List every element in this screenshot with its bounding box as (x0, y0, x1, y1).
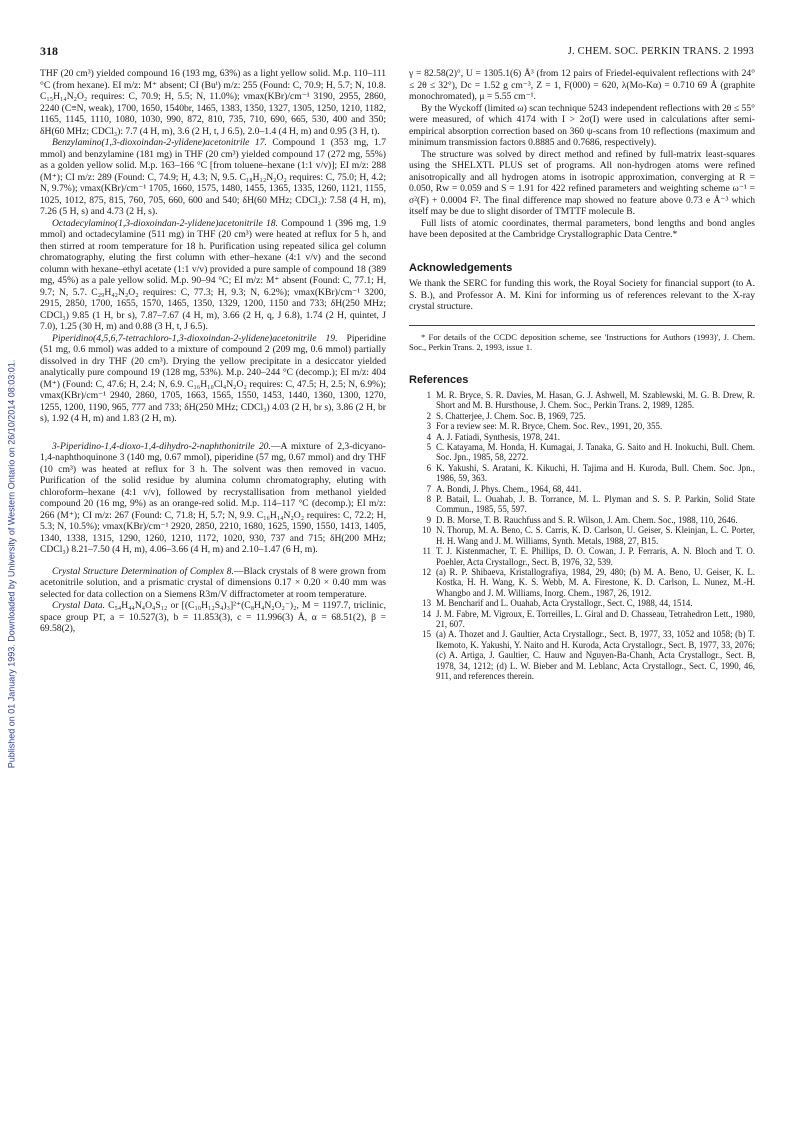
reference-text: T. J. Kistenmacher, T. E. Phillips, D. O. Cowan, J. P. Ferraris, A. N. Bloch and T. O. Poehler, Acta Crystallogr., Sect. B, 1976, 32, 539. (436, 546, 755, 567)
paragraph-cell-parameters: γ = 82.58(2)°, U = 1305.1(6) Å³ (from 12 pairs of Friedel-equivalent reflections with 24° ≤ 2θ ≤ 32°), Dc = 1.52 g cm⁻³, Z = 1, F(000) = 620, λ(Mo-Kα) = 0.710 69 Å (graphite monochromated), μ = 5.55 cm⁻¹. (409, 68, 755, 102)
reference-item (409, 515, 755, 525)
acknowledgements-text: We thank the SERC for funding this work, the Royal Society for financial support (to A. S. B.), and Professor A. M. Kini for informing us of references relevant to the X-ray crystal structure. (409, 278, 755, 312)
reference-number: 3 (426, 421, 431, 432)
reference-text: M. R. Bryce, S. R. Davies, M. Hasan, G. J. Ashwell, M. Szablewski, M. G. B. Drew, R. Short and M. B. Hursthouse, J. Chem. Soc., Perkin Trans. 2, 1989, 1285. (436, 390, 755, 411)
reference-item (409, 494, 755, 515)
compound-20-body: —A mixture of 2,3-dicyano-1,4-naphthoquinone 3 (140 mg, 0.67 mmol), piperidine (57 mg, 0.67 mmol) and dry THF (10 cm³) was heated at reflux for 3 h. The solvent was then removed in vacuo. Purification of the solid residue by alumina column chromatography, eluting with chloroform–hexane (4:1 v/v), followed by recrystallisation from methanol yielded compound 20 (16 mg, 9%) as an orange-red solid. M.p. 114–117 °C (decomp.); EI m/z: 266 (M⁺); CI m/z: 267 (Found: C, 71.8; H, 5.7; N, 9.9. C₁₆H₁₄N₂O₂ requires: C, 72.2; H, 5.3; N, 10.5%); νmax(KBr)/cm⁻¹ 2920, 2850, 2210, 1680, 1625, 1590, 1550, 1413, 1405, 1340, 1338, 1315, 1290, 1260, 1210, 1172, 1020, 930, 737 and 715; δH(200 MHz; CDCl₃) 8.21–7.50 (4 H, m), 4.06–3.66 (4 H, m) and 2.10–1.47 (6 H, m). (40, 440, 386, 555)
reference-text: D. B. Morse, T. B. Rauchfuss and S. R. Wilson, J. Am. Chem. Soc., 1988, 110, 2646. (436, 514, 738, 525)
reference-text: K. Yakushi, S. Aratani, K. Kikuchi, H. Tajima and H. Kuroda, Bull. Chem. Soc. Jpn., 1986, 59, 363. (436, 462, 755, 484)
reference-text: For a review see: M. R. Bryce, Chem. Soc. Rev., 1991, 20, 355. (436, 421, 663, 432)
reference-number: 9 (426, 514, 431, 525)
reference-item (409, 598, 755, 608)
page-number: 318 (40, 44, 58, 58)
references-list (409, 390, 755, 681)
references-heading: References (409, 373, 469, 386)
reference-number: 2 (426, 410, 431, 421)
reference-text: N. Thorup, M. A. Beno, C. S. Carris, K. D. Carlson, U. Geiser, S. Kleinjan, L. C. Porter, H. H. Wang and J. M. Williams, Synth. Metals, 1988, 27, B15. (436, 525, 755, 546)
crystal-data-title: Crystal Data. (52, 600, 105, 611)
crystal-data-body: C₅₄H₄₄N₄O₄S₁₂ or [(C₁₀H₁₂S₄)₃]²⁺(C₈H₄N₂O₂⁻)₂, M = 1197.7, triclinic, space group P1̄, a = 10.527(3), b = 11.853(3), c = 11.996(3) Å, α = 68.51(2), β = 69.58(2), (40, 600, 386, 634)
compound-17-title: Benzylamino(1,3-dioxoindan-2-ylidene)acetonitrile 17. (52, 137, 267, 148)
reference-text: M. Bencharif and L. Ouahab, Acta Crystallogr., Sect. C, 1988, 44, 1514. (436, 598, 693, 609)
reference-number: 13 (422, 598, 431, 609)
compound-18-title: Octadecylamino(1,3-dioxoindan-2-ylidene)acetonitrile 18. (52, 217, 278, 229)
reference-item (409, 390, 755, 411)
paragraph-compound-19 (40, 333, 386, 425)
compound-19-title: Piperidino(4,5,6,7-tetrachloro-1,3-dioxoindan-2-ylidene)acetonitrile 19. (52, 332, 338, 344)
ccdc-footnote: * For details of the CCDC deposition scheme, see 'Instructions for Authors (1993)', J. Chem. Soc., Perkin Trans. 2, 1993, issue 1. (409, 331, 755, 352)
paragraph-compound-20 (40, 441, 386, 556)
reference-item (409, 629, 755, 681)
crystal-structure-title: Crystal Structure Determination of Complex 8. (52, 565, 234, 577)
reference-text: (a) A. Thozet and J. Gaultier, Acta Crystallogr., Sect. B, 1977, 33, 1052 and 1058; (b) T. Ikemoto, K. Yakushi, Y. Naito and H. Kuroda, Acta Crystallogr., Sect. B, 1977, 33, 2076; (c) A. Artiga, J. Gaultier, C. Hauw and Nguyen-Ba-Chanh, Acta Crystallogr., Sect. B, 1978, 34, 1212; (d) L. W. Bieber and M. Leblanc, Acta Crystallogr., Sect. C, 1990, 46, 911, and references therein. (436, 629, 755, 681)
reference-number: 12 (422, 566, 431, 577)
download-watermark-text: Published on 01 January 1993. Downloaded by University of Western Ontario on 26/10/2014 08:03:01. (6, 359, 17, 769)
reference-item (409, 609, 755, 630)
right-column (409, 68, 755, 681)
paragraph-compound-17 (40, 137, 386, 218)
compound-19-body: Piperidine (51 mg, 0.6 mmol) was added to a mixture of compound 2 (209 mg, 0.6 mmol) partially dissolved in dry THF (20 cm³). Drying the yellow precipitate in a desiccator yielded analytically pure compound 19 (128 mg, 53%). M.p. 240–244 °C (decomp.); EI m/z: 404 (M⁺) (Found: C, 47.6; H, 2.4; N, 6.9. C₁₆H₁₀Cl₄N₂O₂ requires: C, 47.5; H, 2.5; N, 6.9%); νmax(KBr)/cm⁻¹ 2940, 2860, 1705, 1663, 1565, 1550, 1453, 1440, 1360, 1300, 1270, 1255, 1200, 1190, 965, 777 and 733; δH(250 MHz; CDCl₃) 4.03 (2 H, br s), 3.86 (2 H, br s), 1.92 (4 H, m) and 1.83 (2 H, m). (40, 332, 386, 424)
reference-text: A. J. Fatiadi, Synthesis, 1978, 241. (436, 431, 561, 442)
acknowledgements-heading: Acknowledgements (409, 261, 513, 274)
reference-text: P. Batail, L. Ouahab, J. B. Torrance, M. L. Plyman and S. S. P. Parkin, Solid State Commun., 1985, 55, 597. (436, 494, 755, 515)
reference-item (409, 421, 755, 431)
reference-number: 10 (422, 525, 431, 536)
paragraph-data-collection: By the Wyckoff (limited ω) scan technique 5243 independent reflections with 2θ ≤ 55° were measured, of which 4174 with I > 2σ(I) were used in calculations after semi-empirical absorption correction based on 360 ψ-scans from 10 reflections (maximum and minimum transmission factors 0.8885 and 0.7686, respectively). (409, 102, 755, 148)
paragraph-crystal-data (40, 600, 386, 635)
reference-text: A. Bondi, J. Phys. Chem., 1964, 68, 441. (436, 483, 582, 494)
reference-number: 15 (422, 629, 431, 640)
reference-item (409, 567, 755, 598)
download-watermark (4, 0, 18, 1128)
reference-item (409, 442, 755, 463)
reference-item (409, 484, 755, 494)
reference-text: S. Chatterjee, J. Chem. Soc. B, 1969, 725. (436, 410, 586, 421)
crystal-structure-body: —Black crystals of 8 were grown from acetonitrile solution, and a prismatic crystal of dimensions 0.17 × 0.20 × 0.40 mm was selected for data collection on a Siemens R3m/V diffractometer at room temperature. (40, 565, 386, 600)
reference-item (409, 411, 755, 421)
compound-20-title: 3-Piperidino-1,4-dioxo-1,4-dihydro-2-naphthonitrile 20. (52, 440, 271, 452)
left-column (40, 68, 386, 635)
reference-number: 8 (426, 494, 431, 505)
reference-number: 4 (426, 431, 431, 442)
reference-number: 7 (426, 483, 431, 494)
reference-number: 6 (426, 462, 431, 473)
paragraph-refinement: The structure was solved by direct method and refined by full-matrix least-squares using the SHELXTL PLUS set of programs. All non-hydrogen atoms were refined anisotropically and all hydrogen atoms in isotropic approximation, converging at R = 0.050, Rw = 0.059 and S = 1.91 for 422 refined parameters and weighting scheme ω⁻¹ = σ²(F) + 0.0004 F². The final difference map showed no feature above 0.73 e Å⁻³ which itself may be due to slight disorder of TMTTF molecule B. (409, 148, 755, 217)
paragraph-compound-16: THF (20 cm³) yielded compound 16 (193 mg, 63%) as a light yellow solid. M.p. 110–111 °C (from hexane). EI m/z: M⁺ absent; CI (Buⁱ) m/z: 255 (Found: C, 70.9; H, 5.7; N, 10.8. C₁₅H₁₄N₂O₂ requires: C, 70.9; H, 5.5; N, 11.0%); νmax(KBr)/cm⁻¹ 3190, 2955, 2860, 2240 (C≡N, weak), 1700, 1650, 1540br, 1465, 1383, 1350, 1327, 1305, 1250, 1210, 1182, 1165, 1145, 1110, 1080, 1030, 990, 872, 810, 735, 710, 690, 665, 530, 400 and 350; δH(60 MHz; CDCl₃): 7.7 (4 H, m), 3.6 (2 H, t, J 6.5), 2.0–1.4 (4 H, m) and 0.95 (3 H, t). (40, 68, 386, 137)
reference-text: J. M. Fabre, M. Vigroux, E. Torreilles, L. Giral and D. Chasseau, Tetrahedron Lett., 1980, 21, 607. (436, 608, 755, 629)
running-head: J. CHEM. SOC. PERKIN TRANS. 2 1993 (567, 46, 754, 57)
paragraph-crystal-structure (40, 566, 386, 601)
reference-item (409, 432, 755, 442)
reference-item (409, 463, 755, 484)
reference-number: 14 (422, 608, 431, 619)
reference-number: 1 (426, 390, 431, 400)
paragraph-compound-18 (40, 218, 386, 333)
compound-17-body: Compound 1 (353 mg, 1.7 mmol) and benzylamine (181 mg) in THF (20 cm³) yielded compound 17 (272 mg, 55%) as a golden yellow solid. M.p. 163–166 °C [from toluene–hexane (1:1 v/v)]; EI m/z: 288 (M⁺); CI m/z: 289 (Found: C, 74.9; H, 4.3; N, 9.5. C₁₈H₁₂N₂O₂ requires: C, 75.0; H, 4.2; N, 9.7%); νmax(KBr)/cm⁻¹ 1705, 1660, 1575, 1480, 1455, 1365, 1335, 1260, 1121, 1155, 1025, 1012, 875, 815, 760, 705, 660, 600 and 540; δH(60 MHz; CDCl₃): 7.58 (4 H, m), 7.26 (5 H, s) and 4.73 (2 H, s). (40, 137, 386, 217)
reference-text: (a) R. P. Shibaeva, Kristallografiya, 1984, 29, 480; (b) M. A. Beno, U. Geiser, K. L. Kostka, H. H. Wang, K. S. Webb, M. A. Firestone, K. D. Carlson, L. Nunez, M.-H. Whangbo and J. M. Williams, Inorg. Chem., 1987, 26, 1912. (436, 566, 755, 598)
reference-item (409, 546, 755, 567)
reference-number: 5 (426, 442, 431, 453)
reference-item (409, 525, 755, 546)
footnote-divider (409, 325, 755, 326)
reference-number: 11 (422, 546, 431, 557)
compound-18-body: Compound 1 (396 mg, 1.9 mmol) and octadecylamine (511 mg) in THF (20 cm³) were heated at reflux for 5 h, and then stirred at room temperature for 18 h. Purification using repeated silica gel column chromatography, eluting the first column with ether–hexane (4:1 v/v) and the second column with hexane–ethyl acetate (1:1 v/v) provided a pure sample of compound 18 (389 mg, 45%) as a pale yellow solid. M.p. 90–94 °C; EI m/z: M⁺ absent (Found: C, 77.1; H, 9.7; N, 5.7. C₂₉H₄₂N₂O₂ requires: C, 77.3; H, 9.3; N, 6.2%); νmax(KBr)/cm⁻¹ 3200, 2915, 2850, 1700, 1655, 1570, 1465, 1350, 1329, 1200, 1150 and 733; δH(250 MHz; CDCl₃) 9.85 (1 H, br s), 7.87–7.67 (4 H, m), 3.66 (2 H, q, J 6.8), 1.74 (2 H, quintet, J 7.0), 1.25 (30 H, m) and 0.88 (3 H, t, J 6.5). (40, 217, 386, 332)
reference-text: C. Katayama, M. Honda, H. Kumagai, J. Tanaka, G. Saito and H. Inokuchi, Bull. Chem. Soc. Jpn., 1985, 58, 2272. (436, 442, 755, 463)
paragraph-deposition: Full lists of atomic coordinates, thermal parameters, bond lengths and bond angles have been deposited at the Cambridge Crystallographic Data Centre.* (409, 217, 755, 240)
